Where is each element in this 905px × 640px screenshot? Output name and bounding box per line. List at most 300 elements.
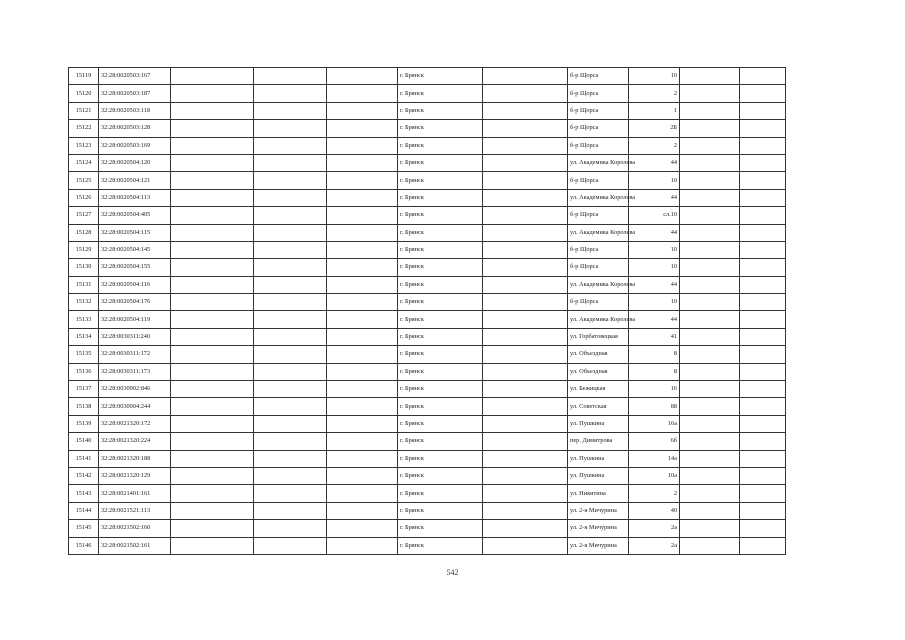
empty-cell xyxy=(327,485,398,502)
empty-cell xyxy=(327,276,398,293)
house-number-cell: 16 xyxy=(629,381,680,398)
empty-cell xyxy=(327,189,398,206)
row-number-cell: 15134 xyxy=(69,328,99,345)
street-cell: б-р Щорса xyxy=(568,172,629,189)
street-cell: ул. Академика Королева xyxy=(568,311,629,328)
street-cell: ул. Никитина xyxy=(568,485,629,502)
cadastral-number-cell: 32:28:0021320:129 xyxy=(99,467,171,484)
city-cell: г. Брянск xyxy=(398,346,483,363)
empty-cell xyxy=(740,207,786,224)
empty-cell xyxy=(483,154,568,171)
empty-cell xyxy=(171,381,254,398)
empty-cell xyxy=(680,120,740,137)
empty-cell xyxy=(483,294,568,311)
street-cell: ул. 2-я Мичурина xyxy=(568,502,629,519)
empty-cell xyxy=(483,68,568,85)
table-row xyxy=(69,224,786,241)
table-row xyxy=(69,415,786,432)
city-cell: г. Брянск xyxy=(398,207,483,224)
empty-cell xyxy=(740,537,786,554)
cadastral-number-cell: 32:28:0030311:240 xyxy=(99,328,171,345)
row-number-cell: 15127 xyxy=(69,207,99,224)
empty-cell xyxy=(680,102,740,119)
city-cell: г. Брянск xyxy=(398,259,483,276)
empty-cell xyxy=(171,259,254,276)
empty-cell xyxy=(254,415,327,432)
city-cell: г. Брянск xyxy=(398,381,483,398)
cadastral-number-cell: 32:28:0030904:244 xyxy=(99,398,171,415)
empty-cell xyxy=(327,137,398,154)
house-number-cell: 2 xyxy=(629,137,680,154)
house-number-cell: 8 xyxy=(629,363,680,380)
house-number-cell: 14а xyxy=(629,450,680,467)
table-row xyxy=(69,276,786,293)
city-cell: г. Брянск xyxy=(398,189,483,206)
street-cell: ул. Пушкина xyxy=(568,450,629,467)
empty-cell xyxy=(254,311,327,328)
table-row xyxy=(69,311,786,328)
table-row xyxy=(69,294,786,311)
table-row xyxy=(69,346,786,363)
row-number-cell: 15124 xyxy=(69,154,99,171)
empty-cell xyxy=(254,328,327,345)
empty-cell xyxy=(254,450,327,467)
cadastral-number-cell: 32:28:0021401:161 xyxy=(99,485,171,502)
empty-cell xyxy=(327,328,398,345)
cadastral-number-cell: 32:28:0030311:173 xyxy=(99,363,171,380)
empty-cell xyxy=(254,467,327,484)
empty-cell xyxy=(740,172,786,189)
empty-cell xyxy=(483,241,568,258)
cadastral-number-cell: 32:28:0021521:113 xyxy=(99,502,171,519)
city-cell: г. Брянск xyxy=(398,502,483,519)
empty-cell xyxy=(327,450,398,467)
empty-cell xyxy=(483,502,568,519)
empty-cell xyxy=(254,502,327,519)
empty-cell xyxy=(680,398,740,415)
table-row xyxy=(69,450,786,467)
street-cell: ул. Академика Королева xyxy=(568,154,629,171)
house-number-cell: 44 xyxy=(629,224,680,241)
empty-cell xyxy=(327,224,398,241)
empty-cell xyxy=(483,137,568,154)
empty-cell xyxy=(680,189,740,206)
empty-cell xyxy=(483,346,568,363)
row-number-cell: 15145 xyxy=(69,520,99,537)
city-cell: г. Брянск xyxy=(398,154,483,171)
house-number-cell: 40 xyxy=(629,502,680,519)
empty-cell xyxy=(680,381,740,398)
empty-cell xyxy=(171,433,254,450)
empty-cell xyxy=(254,189,327,206)
empty-cell xyxy=(171,172,254,189)
empty-cell xyxy=(171,102,254,119)
cadastral-number-cell: 32:28:0020504:120 xyxy=(99,154,171,171)
street-cell: б-р Щорса xyxy=(568,259,629,276)
empty-cell xyxy=(254,363,327,380)
empty-cell xyxy=(254,137,327,154)
empty-cell xyxy=(740,328,786,345)
empty-cell xyxy=(327,154,398,171)
row-number-cell: 15138 xyxy=(69,398,99,415)
empty-cell xyxy=(327,467,398,484)
empty-cell xyxy=(740,224,786,241)
empty-cell xyxy=(327,415,398,432)
table-row xyxy=(69,381,786,398)
cadastral-number-cell: 32:28:0020504:405 xyxy=(99,207,171,224)
city-cell: г. Брянск xyxy=(398,68,483,85)
empty-cell xyxy=(254,85,327,102)
empty-cell xyxy=(680,311,740,328)
house-number-cell: 44 xyxy=(629,311,680,328)
empty-cell xyxy=(483,520,568,537)
row-number-cell: 15142 xyxy=(69,467,99,484)
street-cell: ул. Академика Королева xyxy=(568,224,629,241)
empty-cell xyxy=(171,398,254,415)
empty-cell xyxy=(327,120,398,137)
table-row xyxy=(69,485,786,502)
city-cell: г. Брянск xyxy=(398,363,483,380)
empty-cell xyxy=(254,537,327,554)
cadastral-number-cell: 32:28:0021502:160 xyxy=(99,520,171,537)
cadastral-number-cell: 32:28:0021320:172 xyxy=(99,415,171,432)
empty-cell xyxy=(483,120,568,137)
empty-cell xyxy=(171,85,254,102)
empty-cell xyxy=(254,154,327,171)
row-number-cell: 15146 xyxy=(69,537,99,554)
house-number-cell: 8 xyxy=(629,346,680,363)
street-cell: б-р Щорса xyxy=(568,137,629,154)
empty-cell xyxy=(254,520,327,537)
street-cell: ул. Пушкина xyxy=(568,415,629,432)
table-row xyxy=(69,537,786,554)
empty-cell xyxy=(680,363,740,380)
street-cell: ул. Бежицкая xyxy=(568,381,629,398)
empty-cell xyxy=(327,537,398,554)
house-number-cell: 44 xyxy=(629,189,680,206)
city-cell: г. Брянск xyxy=(398,102,483,119)
empty-cell xyxy=(327,207,398,224)
city-cell: г. Брянск xyxy=(398,172,483,189)
cadastral-number-cell: 32:28:0021320:188 xyxy=(99,450,171,467)
empty-cell xyxy=(483,381,568,398)
empty-cell xyxy=(171,224,254,241)
street-cell: ул. Горбатовецкая xyxy=(568,328,629,345)
row-number-cell: 15122 xyxy=(69,120,99,137)
empty-cell xyxy=(680,68,740,85)
table-row xyxy=(69,137,786,154)
registry-table-body xyxy=(69,68,786,555)
house-number-cell: 10 xyxy=(629,294,680,311)
street-cell: ул. Пушкина xyxy=(568,467,629,484)
table-row xyxy=(69,154,786,171)
empty-cell xyxy=(327,68,398,85)
empty-cell xyxy=(483,415,568,432)
cadastral-number-cell: 32:28:0020503:167 xyxy=(99,68,171,85)
empty-cell xyxy=(171,346,254,363)
table-row xyxy=(69,502,786,519)
empty-cell xyxy=(740,85,786,102)
empty-cell xyxy=(740,311,786,328)
street-cell: ул. 2-я Мичурина xyxy=(568,537,629,554)
empty-cell xyxy=(171,467,254,484)
street-cell: ул. Объездная xyxy=(568,363,629,380)
row-number-cell: 15123 xyxy=(69,137,99,154)
empty-cell xyxy=(740,363,786,380)
empty-cell xyxy=(327,381,398,398)
empty-cell xyxy=(483,433,568,450)
empty-cell xyxy=(254,294,327,311)
table-row xyxy=(69,120,786,137)
cadastral-number-cell: 32:28:0020503:187 xyxy=(99,85,171,102)
street-cell: ул. Советская xyxy=(568,398,629,415)
row-number-cell: 15125 xyxy=(69,172,99,189)
house-number-cell: 10 xyxy=(629,259,680,276)
empty-cell xyxy=(171,120,254,137)
empty-cell xyxy=(254,276,327,293)
empty-cell xyxy=(483,102,568,119)
cadastral-number-cell: 32:28:0020504:145 xyxy=(99,241,171,258)
city-cell: г. Брянск xyxy=(398,485,483,502)
empty-cell xyxy=(254,68,327,85)
city-cell: г. Брянск xyxy=(398,224,483,241)
empty-cell xyxy=(740,276,786,293)
empty-cell xyxy=(680,241,740,258)
street-cell: ул. Академика Королева xyxy=(568,276,629,293)
registry-table xyxy=(68,67,786,555)
empty-cell xyxy=(327,363,398,380)
cadastral-number-cell: 32:28:0030902:846 xyxy=(99,381,171,398)
empty-cell xyxy=(254,259,327,276)
empty-cell xyxy=(680,207,740,224)
cadastral-number-cell: 32:28:0020503:118 xyxy=(99,102,171,119)
row-number-cell: 15121 xyxy=(69,102,99,119)
empty-cell xyxy=(171,520,254,537)
empty-cell xyxy=(483,259,568,276)
empty-cell xyxy=(171,154,254,171)
empty-cell xyxy=(254,433,327,450)
empty-cell xyxy=(254,224,327,241)
empty-cell xyxy=(680,467,740,484)
empty-cell xyxy=(740,485,786,502)
house-number-cell: 2а xyxy=(629,520,680,537)
empty-cell xyxy=(327,433,398,450)
city-cell: г. Брянск xyxy=(398,450,483,467)
city-cell: г. Брянск xyxy=(398,294,483,311)
empty-cell xyxy=(740,189,786,206)
table-row xyxy=(69,68,786,85)
empty-cell xyxy=(740,102,786,119)
cadastral-number-cell: 32:28:0020504:119 xyxy=(99,311,171,328)
city-cell: г. Брянск xyxy=(398,241,483,258)
row-number-cell: 15131 xyxy=(69,276,99,293)
empty-cell xyxy=(483,224,568,241)
empty-cell xyxy=(740,467,786,484)
house-number-cell: 2 xyxy=(629,85,680,102)
city-cell: г. Брянск xyxy=(398,276,483,293)
house-number-cell: 10а xyxy=(629,467,680,484)
cadastral-number-cell: 32:28:0021502:161 xyxy=(99,537,171,554)
city-cell: г. Брянск xyxy=(398,433,483,450)
empty-cell xyxy=(483,363,568,380)
empty-cell xyxy=(171,537,254,554)
house-number-cell: 10 xyxy=(629,68,680,85)
empty-cell xyxy=(171,450,254,467)
empty-cell xyxy=(254,485,327,502)
empty-cell xyxy=(171,485,254,502)
empty-cell xyxy=(327,311,398,328)
empty-cell xyxy=(327,172,398,189)
empty-cell xyxy=(680,415,740,432)
empty-cell xyxy=(680,294,740,311)
house-number-cell: сл.10 xyxy=(629,207,680,224)
row-number-cell: 15130 xyxy=(69,259,99,276)
empty-cell xyxy=(254,102,327,119)
empty-cell xyxy=(483,328,568,345)
empty-cell xyxy=(740,346,786,363)
empty-cell xyxy=(254,241,327,258)
empty-cell xyxy=(171,137,254,154)
city-cell: г. Брянск xyxy=(398,137,483,154)
house-number-cell: 41 xyxy=(629,328,680,345)
row-number-cell: 15137 xyxy=(69,381,99,398)
empty-cell xyxy=(740,450,786,467)
cadastral-number-cell: 32:28:0021320:224 xyxy=(99,433,171,450)
empty-cell xyxy=(171,68,254,85)
empty-cell xyxy=(327,346,398,363)
table-row xyxy=(69,328,786,345)
cadastral-number-cell: 32:28:0020504:155 xyxy=(99,259,171,276)
empty-cell xyxy=(483,172,568,189)
empty-cell xyxy=(740,502,786,519)
house-number-cell: 10 xyxy=(629,241,680,258)
row-number-cell: 15143 xyxy=(69,485,99,502)
city-cell: г. Брянск xyxy=(398,85,483,102)
empty-cell xyxy=(327,102,398,119)
empty-cell xyxy=(680,328,740,345)
house-number-cell: 2 xyxy=(629,485,680,502)
empty-cell xyxy=(327,520,398,537)
empty-cell xyxy=(740,381,786,398)
empty-cell xyxy=(327,259,398,276)
street-cell: б-р Щорса xyxy=(568,207,629,224)
street-cell: б-р Щорса xyxy=(568,241,629,258)
empty-cell xyxy=(740,137,786,154)
house-number-cell: 2Б xyxy=(629,120,680,137)
empty-cell xyxy=(171,189,254,206)
row-number-cell: 15128 xyxy=(69,224,99,241)
row-number-cell: 15126 xyxy=(69,189,99,206)
empty-cell xyxy=(171,363,254,380)
empty-cell xyxy=(483,311,568,328)
empty-cell xyxy=(483,85,568,102)
empty-cell xyxy=(740,259,786,276)
city-cell: г. Брянск xyxy=(398,467,483,484)
table-row xyxy=(69,172,786,189)
table-row xyxy=(69,259,786,276)
house-number-cell: 44 xyxy=(629,154,680,171)
cadastral-number-cell: 32:28:0020504:121 xyxy=(99,172,171,189)
house-number-cell: 1 xyxy=(629,102,680,119)
city-cell: г. Брянск xyxy=(398,311,483,328)
row-number-cell: 15139 xyxy=(69,415,99,432)
empty-cell xyxy=(680,259,740,276)
table-row xyxy=(69,467,786,484)
city-cell: г. Брянск xyxy=(398,415,483,432)
empty-cell xyxy=(254,207,327,224)
empty-cell xyxy=(483,189,568,206)
empty-cell xyxy=(171,294,254,311)
house-number-cell: 6б xyxy=(629,433,680,450)
empty-cell xyxy=(327,85,398,102)
empty-cell xyxy=(171,207,254,224)
empty-cell xyxy=(740,68,786,85)
empty-cell xyxy=(483,485,568,502)
street-cell: пер. Димитрова xyxy=(568,433,629,450)
cadastral-number-cell: 32:28:0020504:113 xyxy=(99,189,171,206)
street-cell: б-р Щорса xyxy=(568,120,629,137)
table-row xyxy=(69,363,786,380)
cadastral-number-cell: 32:28:0020504:115 xyxy=(99,224,171,241)
empty-cell xyxy=(327,502,398,519)
empty-cell xyxy=(254,346,327,363)
cadastral-number-cell: 32:28:0020503:169 xyxy=(99,137,171,154)
empty-cell xyxy=(254,398,327,415)
table-row xyxy=(69,433,786,450)
empty-cell xyxy=(254,172,327,189)
street-cell: б-р Щорса xyxy=(568,85,629,102)
table-row xyxy=(69,85,786,102)
empty-cell xyxy=(483,276,568,293)
empty-cell xyxy=(680,276,740,293)
table-row xyxy=(69,241,786,258)
empty-cell xyxy=(483,450,568,467)
empty-cell xyxy=(740,398,786,415)
empty-cell xyxy=(680,224,740,241)
empty-cell xyxy=(254,120,327,137)
street-cell: ул. Академика Королева xyxy=(568,189,629,206)
empty-cell xyxy=(483,207,568,224)
empty-cell xyxy=(483,467,568,484)
street-cell: ул. Объездная xyxy=(568,346,629,363)
house-number-cell: 2а xyxy=(629,537,680,554)
house-number-cell: 44 xyxy=(629,276,680,293)
empty-cell xyxy=(740,241,786,258)
empty-cell xyxy=(171,502,254,519)
empty-cell xyxy=(740,294,786,311)
empty-cell xyxy=(254,381,327,398)
row-number-cell: 15129 xyxy=(69,241,99,258)
empty-cell xyxy=(327,398,398,415)
city-cell: г. Брянск xyxy=(398,398,483,415)
row-number-cell: 15135 xyxy=(69,346,99,363)
empty-cell xyxy=(740,433,786,450)
empty-cell xyxy=(483,537,568,554)
empty-cell xyxy=(171,311,254,328)
empty-cell xyxy=(740,520,786,537)
empty-cell xyxy=(740,120,786,137)
cadastral-number-cell: 32:28:0020503:128 xyxy=(99,120,171,137)
row-number-cell: 15144 xyxy=(69,502,99,519)
empty-cell xyxy=(680,137,740,154)
empty-cell xyxy=(171,328,254,345)
empty-cell xyxy=(740,154,786,171)
city-cell: г. Брянск xyxy=(398,328,483,345)
empty-cell xyxy=(171,276,254,293)
row-number-cell: 15133 xyxy=(69,311,99,328)
street-cell: ул. 2-я Мичурина xyxy=(568,520,629,537)
empty-cell xyxy=(680,502,740,519)
